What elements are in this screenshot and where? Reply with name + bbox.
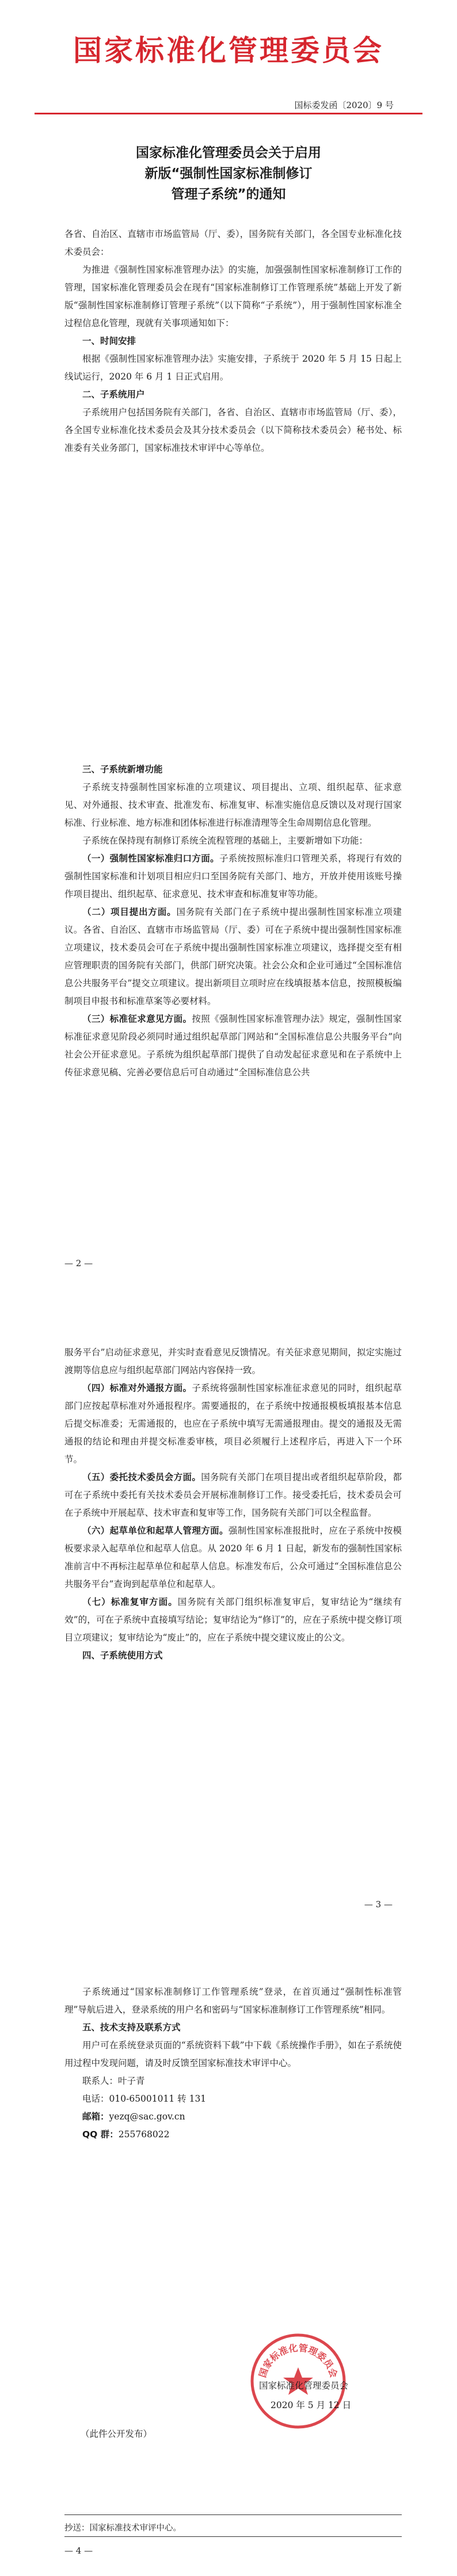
contact-person: [64, 2072, 402, 2090]
page-number: — 4 —: [64, 2546, 93, 2556]
item-6-heading: （六）起草单位和起草人管理方面。: [82, 1525, 228, 1536]
contact-qq: [64, 2126, 402, 2144]
email-label: 邮箱：: [82, 2111, 109, 2122]
page-4: [0, 1931, 457, 2576]
item-5: [64, 1469, 402, 1522]
phone-label: 电话：: [82, 2094, 109, 2104]
item-4-text: 子系统将强制性国家标准征求意见的同时，组织起草部门应按起草标准对外通报程序。需要通报的，在子系统中按通报模板填报基本信息后提交标准委；无需通报的，也应在子系统中填写无需通报理由。提交的通报及无需通报的结论和理由并提交标准委审核，项目必须履行上述程序后，再进入下一个环节。: [64, 1383, 402, 1465]
signing-date: 2020 年 5 月 12 日: [271, 2400, 352, 2410]
title-line: 管理子系统”的通知: [171, 187, 286, 202]
phone-value: 010-65001011 转 131: [109, 2094, 207, 2104]
section-2-body: 子系统用户包括国务院有关部门，各省、自治区、直辖市市场监管局（厅、委），各全国专业标准化技术委员会及其分技术委员会（以下简称技术委员会）秘书处、标准委有关业务部门，国家标准技术审评中心等单位。: [64, 407, 402, 453]
item-5-text: 国务院有关部门在项目提出或者组织起草阶段，都可在子系统中委托有关技术委员会开展标准制修订工作。接受委托后，技术委员会可在子系统中开展起草、技术审查和复审等工作，国务院有关部门可以全程监督。: [64, 1472, 402, 1518]
section-5-body: 用户可在系统登录页面的“系统资料下载”中下载《系统操作手册》，如在子系统使用过程中发现问题，请及时反馈至国家标准技术审评中心。: [64, 2040, 402, 2068]
public-release-note: （此件公开发布）: [81, 2429, 153, 2439]
section-heading-1: 一、时间安排: [82, 336, 136, 346]
item-1: [64, 850, 402, 903]
item-4-heading: （四）标准对外通报方面。: [82, 1383, 192, 1393]
item-7-heading: （七）标准复审方面。: [82, 1597, 178, 1607]
issuer-red-header: 国家标准化管理委员会: [73, 34, 384, 67]
contact-person-label: 联系人：: [82, 2076, 119, 2086]
page3-body: [64, 1344, 402, 1665]
cc-line: 抄送：国家标准技术审评中心。: [64, 2524, 181, 2533]
continued-paragraph: 服务平台”启动征求意见，并实时查看意见反馈情况。有关征求意见期间，拟定实施过渡期等信息应与组织起草部门网站内容保持一致。: [64, 1347, 402, 1375]
item-3: [64, 1010, 402, 1082]
item-1-text: 子系统按照标准归口管理关系，将现行有效的强制性国家标准和计划项目相应归口至国务院有关部门、地方，开放并使用该账号操作项目提出、组织起草、征求意见、技术审查和标准复审等功能。: [64, 853, 402, 899]
section-heading-4: 四、子系统使用方式: [82, 1650, 163, 1661]
red-divider-line: [35, 113, 422, 114]
item-7-text: 国务院有关部门组织标准复审后，复审结论为“继续有效”的，可在子系统中直接填写结论；复审结论为“修订”的，应在子系统中提交修订项目立项建议；复审结论为“废止”的，应在子系统中提交建议废止的公文。: [64, 1597, 402, 1643]
qq-label: QQ 群：: [82, 2129, 119, 2140]
item-6-text: 强制性国家标准报批时，应在子系统中按模板要求录入起草单位和起草人信息。从 2020 年 6 月 1 日起，新发布的强制性国家标准前言中不再标注起草单位和起草人信息。标准发布后，公众可通过“全国标准信息公共服务平台”查询到起草单位和起草人。: [64, 1525, 402, 1589]
section-3-para-1: 子系统支持强制性国家标准的立项建议、项目提出、立项、组织起草、征求意见、对外通报、技术审查、批准发布、标准复审、标准实施信息反馈以及对现行国家标准、行业标准、地方标准和团体标准进行标准清理等全生命周期信息化管理。: [64, 782, 402, 828]
page-number: — 3 —: [364, 1899, 393, 1910]
item-3-text: 按照《强制性国家标准管理办法》规定，强制性国家标准征求意见阶段必须同时通过组织起草部门网站和“全国标准信息公共服务平台”向社会公开征求意见。子系统为组织起草部门提供了自动发起征求意见和在子系统中上传征求意见稿、完善必要信息后可自动通过“全国标准信息公共: [64, 1014, 402, 1078]
section-4-body: 子系统通过“国家标准制修订工作管理系统”登录，在首页通过“强制性标准管理”导航后进入，登录系统的用户名和密码与“国家标准制修订工作管理系统”相同。: [64, 1987, 402, 2015]
cc-top-rule: [64, 2514, 402, 2515]
contact-email: [64, 2108, 402, 2126]
page-3: [0, 1289, 457, 1931]
item-3-heading: （三）标准征求意见方面。: [82, 1014, 192, 1024]
page1-body: [64, 225, 402, 457]
item-4: [64, 1379, 402, 1469]
section-heading-3: 三、子系统新增功能: [82, 764, 163, 775]
qq-value: 255768022: [118, 2129, 170, 2140]
page-2: [0, 646, 457, 1289]
item-2: [64, 903, 402, 1010]
title-line: 新版“强制性国家标准制修订: [144, 166, 313, 181]
recipients: 各省、自治区、直辖市市场监管局（厅、委），国务院有关部门，各全国专业标准化技术委员会：: [64, 229, 402, 257]
item-5-heading: （五）委托技术委员会方面。: [82, 1472, 201, 1482]
item-7: [64, 1593, 402, 1647]
contact-phone: [64, 2090, 402, 2108]
email-value: yezq@sac.gov.cn: [109, 2111, 185, 2122]
item-6: [64, 1522, 402, 1593]
section-1-body: 根据《强制性国家标准管理办法》实施安排，子系统于 2020 年 5 月 15 日起上线试运行，2020 年 6 月 1 日正式启用。: [64, 354, 402, 382]
item-1-heading: （一）强制性国家标准归口方面。: [82, 853, 220, 864]
document-number: 国标委发函〔2020〕9 号: [294, 100, 394, 110]
seal-text: 国家标准化管理委员会: [257, 2342, 340, 2379]
item-2-text: 国务院有关部门在子系统中提出强制性国家标准立项建议。各省、自治区、直辖市市场监管局（厅、委）可在子系统中提出强制性国家标准立项建议，技术委员会可在子系统中提出强制性国家标准立项建议，选择提交至有相应管理职责的国务院有关部门，供部门研究决策。社会公众和企业可通过“全国标准信息公共服务平台”提交立项建议。提出新项目立项时应在线填报基本信息，按照模板编制项目申报书和标准草案等必要材料。: [64, 907, 402, 1006]
contact-person-value: 叶子青: [118, 2076, 145, 2086]
item-2-heading: （二）项目提出方面。: [82, 907, 177, 917]
section-3-para-2: 子系统在保持现有制修订系统全流程管理的基础上，主要新增如下功能：: [82, 835, 368, 846]
signing-organization: 国家标准化管理委员会: [259, 2380, 349, 2391]
section-heading-5: 五、技术支持及联系方式: [82, 2022, 181, 2033]
page-number: — 2 —: [64, 1258, 93, 1268]
page2-body: [64, 761, 402, 1082]
title-line: 国家标准化管理委员会关于启用: [136, 145, 321, 160]
page4-body: [64, 1983, 402, 2144]
document-title: [0, 143, 457, 205]
page-1: [0, 0, 457, 646]
cc-bottom-rule: [64, 2536, 402, 2537]
intro-paragraph: 为推进《强制性国家标准管理办法》的实施，加强强制性国家标准制修订工作的管理，国家标准化管理委员会在现有“国家标准制修订工作管理系统”基础上开发了新版“强制性国家标准制修订管理子系统”（以下简称“子系统”），用于强制性国家标准全过程信息化管理，现就有关事项通知如下：: [64, 264, 402, 328]
section-heading-2: 二、子系统用户: [82, 389, 145, 400]
